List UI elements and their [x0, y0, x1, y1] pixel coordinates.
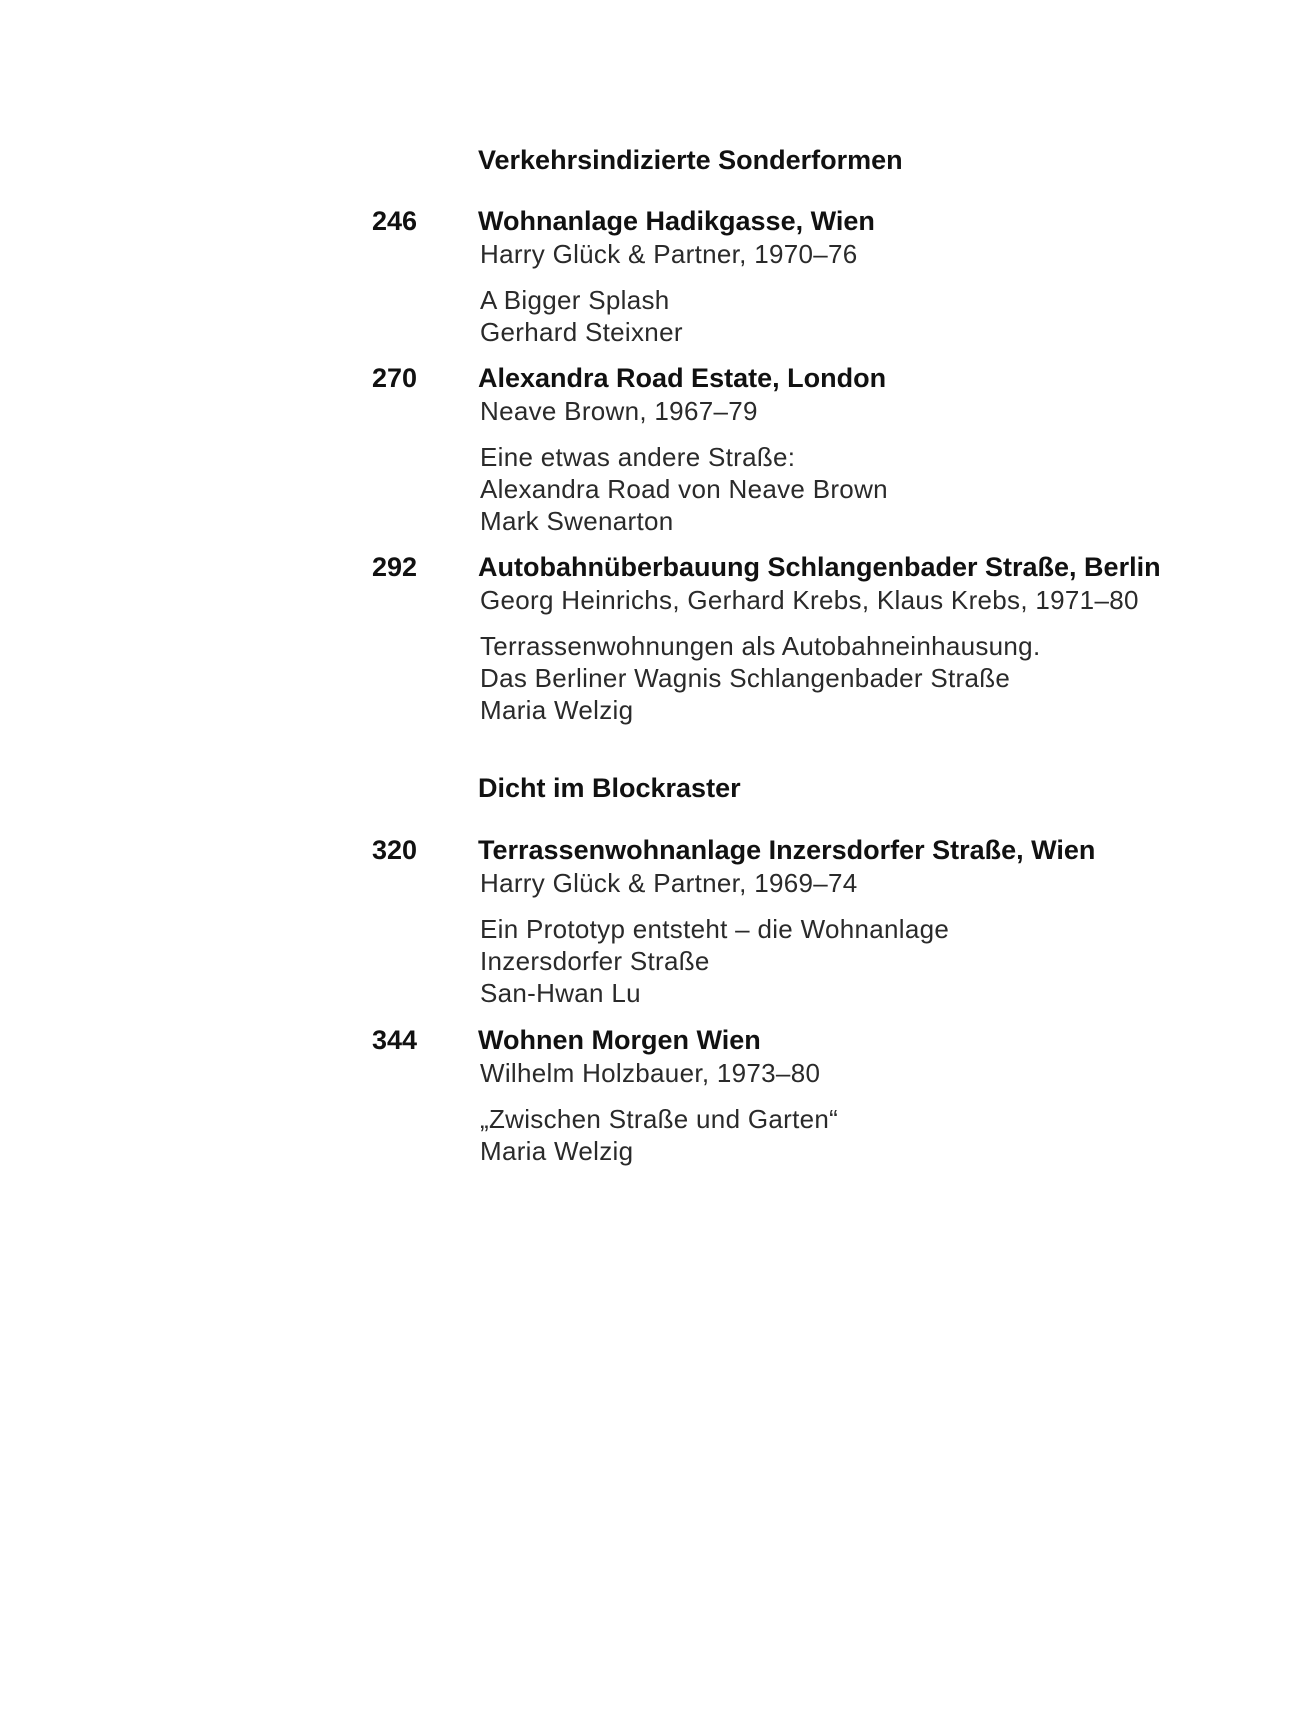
- essay-line: Ein Prototyp entsteht – die Wohnanlage: [480, 914, 950, 944]
- section-heading: Verkehrsindizierte Sonderformen: [478, 145, 903, 175]
- entry-title: Autobahnüberbauung Schlangenbader Straße, Berlin: [478, 552, 1161, 582]
- entry-page-number: 246: [372, 206, 418, 236]
- essay-line: A Bigger Splash: [480, 285, 670, 315]
- entry-credit: Wilhelm Holzbauer, 1973–80: [480, 1058, 821, 1088]
- essay-author: Maria Welzig: [480, 695, 634, 725]
- entry-page-number: 320: [372, 835, 418, 865]
- entry-title: Terrassenwohnanlage Inzersdorfer Straße, Wien: [478, 835, 1096, 865]
- entry-page-number: 270: [372, 363, 418, 393]
- entry-credit: Harry Glück & Partner, 1969–74: [480, 868, 858, 898]
- essay-author: Gerhard Steixner: [480, 317, 683, 347]
- entry-title: Alexandra Road Estate, London: [478, 363, 887, 393]
- entry-page-number: 344: [372, 1025, 418, 1055]
- essay-author: San-Hwan Lu: [480, 978, 641, 1008]
- entry-title: Wohnanlage Hadikgasse, Wien: [478, 206, 875, 236]
- essay-line: Terrassenwohnungen als Autobahneinhausung.: [480, 631, 1041, 661]
- entry-credit: Harry Glück & Partner, 1970–76: [480, 239, 858, 269]
- essay-line: Alexandra Road von Neave Brown: [480, 474, 888, 504]
- essay-author: Maria Welzig: [480, 1136, 634, 1166]
- entry-page-number: 292: [372, 552, 418, 582]
- entry-credit: Georg Heinrichs, Gerhard Krebs, Klaus Krebs, 1971–80: [480, 585, 1139, 615]
- essay-line: Eine etwas andere Straße:: [480, 442, 796, 472]
- essay-line: „Zwischen Straße und Garten“: [480, 1104, 839, 1134]
- section-heading: Dicht im Blockraster: [478, 773, 741, 803]
- entry-credit: Neave Brown, 1967–79: [480, 396, 758, 426]
- essay-author: Mark Swenarton: [480, 506, 674, 536]
- essay-line: Inzersdorfer Straße: [480, 946, 710, 976]
- essay-line: Das Berliner Wagnis Schlangenbader Straße: [480, 663, 1011, 693]
- entry-title: Wohnen Morgen Wien: [478, 1025, 761, 1055]
